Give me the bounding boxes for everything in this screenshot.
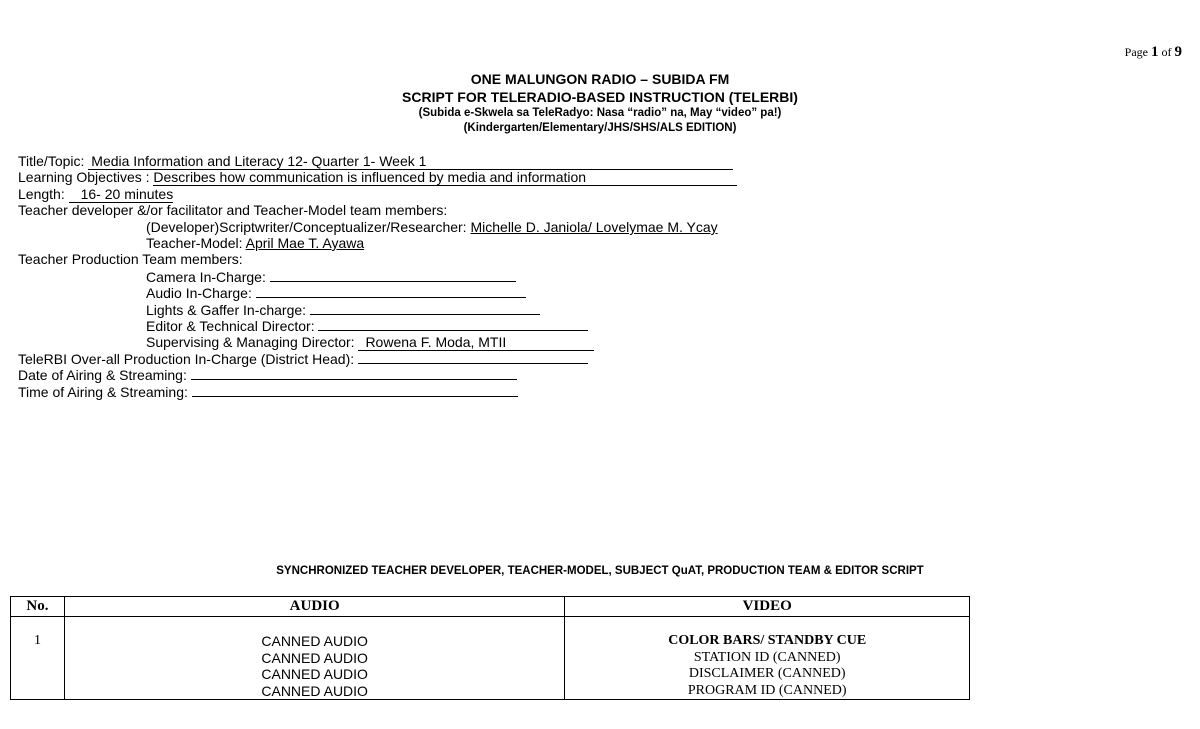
sync-script-title: SYNCHRONIZED TEACHER DEVELOPER, TEACHER-MODEL, SUBJECT QuAT, PRODUCTION TEAM & EDITOR SCRIPT: [276, 565, 924, 577]
overall-blank: [358, 350, 588, 364]
supervising-row: [146, 334, 594, 351]
team-heading: Teacher developer &/or facilitator and Teacher-Model team members:: [18, 202, 448, 218]
objectives-label: Learning Objectives :: [18, 169, 154, 185]
teacher-model-label: Teacher-Model:: [146, 235, 246, 251]
date-row: [18, 366, 517, 383]
row-number: 1: [33, 633, 41, 648]
header-video: VIDEO: [565, 597, 970, 617]
audio-cell: [64, 617, 564, 700]
title-topic-value-field: [88, 153, 733, 170]
audio-line: CANNED AUDIO: [261, 682, 368, 699]
page-of: of: [1158, 45, 1175, 59]
page-prefix: Page: [1124, 45, 1151, 59]
table-header-row: [11, 597, 970, 617]
objectives-value: Describes how communication is influenced by media and information: [153, 169, 587, 185]
row-number-cell: [11, 617, 65, 700]
supervising-value: Rowena F. Moda, MTII: [365, 334, 507, 350]
lights-label: Lights & Gaffer In-charge:: [146, 302, 310, 318]
editor-label: Editor & Technical Director:: [146, 318, 319, 334]
camera-row: [146, 268, 516, 285]
video-line: COLOR BARS/ STANDBY CUE: [668, 633, 867, 648]
video-line: DISCLAIMER (CANNED): [688, 666, 846, 681]
objectives-value-field: [153, 169, 737, 186]
title-topic-row: [18, 153, 733, 170]
audio-blank: [256, 284, 526, 298]
supervising-label: Supervising & Managing Director:: [146, 334, 359, 350]
audio-line: CANNED AUDIO: [261, 666, 368, 682]
camera-blank: [270, 268, 516, 282]
script-table: [10, 596, 970, 700]
edition-label: (Kindergarten/Elementary/JHS/SHS/ALS EDITION): [463, 122, 737, 134]
audio-line: CANNED AUDIO: [261, 633, 368, 649]
header-no: No.: [11, 597, 65, 617]
objectives-row: [18, 169, 737, 186]
station-title: ONE MALUNGON RADIO – SUBIDA FM: [470, 71, 730, 87]
audio-row: [146, 284, 526, 301]
length-label: Length:: [18, 186, 69, 202]
title-topic-label: Title/Topic:: [18, 153, 89, 169]
camera-label: Camera In-Charge:: [146, 269, 270, 285]
lights-blank: [310, 301, 540, 315]
page-current: 1: [1151, 44, 1159, 60]
length-value: 16- 20 minutes: [80, 186, 174, 202]
lights-row: [146, 301, 540, 318]
time-row: [18, 383, 518, 400]
teacher-model-row: [146, 235, 364, 251]
editor-blank: [318, 317, 588, 331]
overall-label: TeleRBI Over-all Production In-Charge (District Head):: [18, 351, 359, 367]
title-topic-value: Media Information and Literacy 12- Quarter 1- Week 1: [91, 153, 427, 169]
page-total: 9: [1174, 44, 1182, 60]
header-audio: AUDIO: [64, 597, 564, 617]
script-subtitle: (Subida e-Skwela sa TeleRadyo: Nasa “radio” na, May “video” pa!): [418, 107, 782, 119]
video-line: STATION ID (CANNED): [693, 649, 841, 665]
developer-label: (Developer)Scriptwriter/Conceptualizer/Researcher:: [146, 219, 471, 235]
date-blank: [191, 366, 517, 380]
length-row: [18, 186, 173, 203]
time-label: Time of Airing & Streaming:: [18, 384, 192, 400]
time-blank: [192, 383, 518, 397]
script-title: SCRIPT FOR TELERADIO-BASED INSTRUCTION (TELERBI): [402, 89, 798, 105]
developer-value: Michelle D. Janiola/ Lovelymae M. Ycay: [470, 219, 718, 235]
teacher-model-value: April Mae T. Ayawa: [245, 235, 365, 251]
date-label: Date of Airing & Streaming:: [18, 367, 191, 383]
table-row: [11, 617, 970, 700]
length-value-field: [69, 186, 173, 203]
video-line: PROGRAM ID (CANNED): [687, 682, 847, 698]
page-number: [1125, 44, 1182, 61]
supervising-value-field: [358, 334, 594, 351]
editor-row: [146, 317, 588, 334]
video-cell: [565, 617, 970, 700]
audio-line: CANNED AUDIO: [261, 649, 368, 666]
overall-row: [18, 350, 588, 367]
audio-label: Audio In-Charge:: [146, 285, 256, 301]
production-team-heading: Teacher Production Team members:: [18, 251, 243, 267]
developer-row: [146, 219, 718, 235]
